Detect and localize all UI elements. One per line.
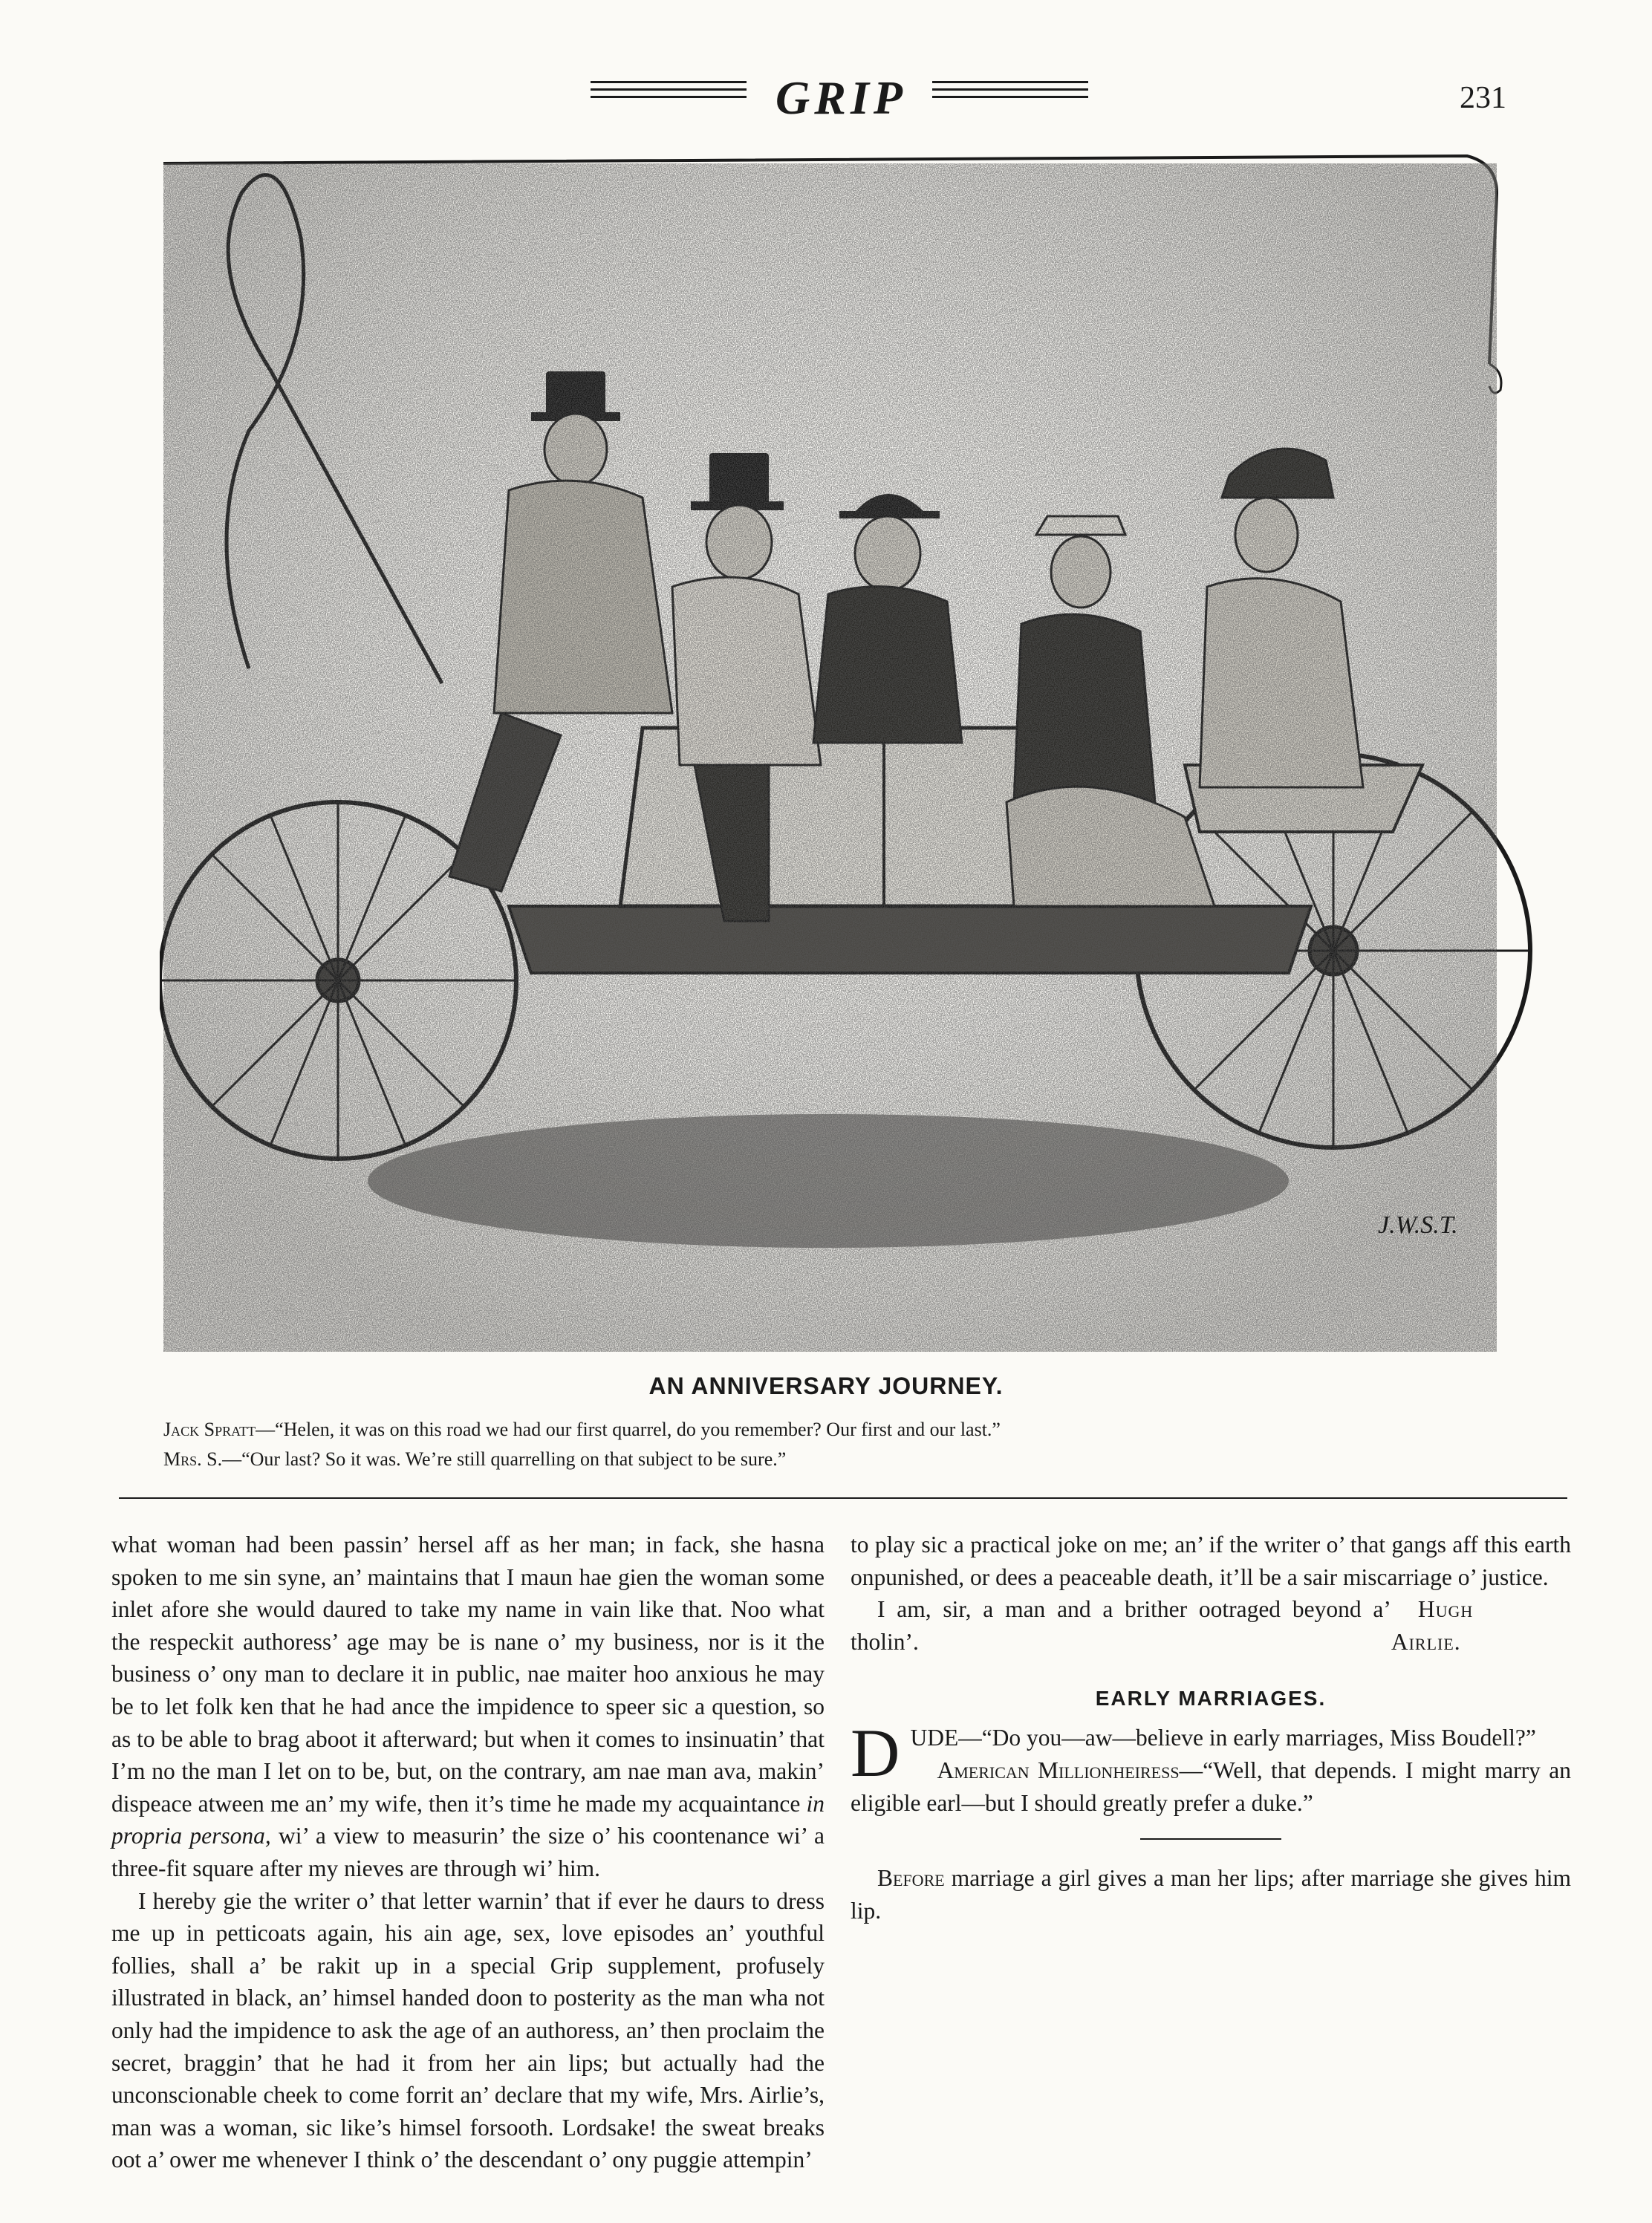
section-divider — [1140, 1838, 1281, 1840]
masthead-rule-left — [591, 81, 747, 106]
dropcap-letter: D — [851, 1715, 900, 1791]
heiress-speaker: American Millionheiress — [937, 1757, 1180, 1783]
masthead — [0, 71, 1652, 123]
early-marriages-heiress — [851, 1754, 1571, 1819]
caption-line-2 — [163, 1448, 786, 1471]
caption-divider — [119, 1497, 1567, 1499]
page-number: 231 — [1460, 81, 1506, 115]
squib-text: marriage a girl gives a man her lips; after marriage she gives him lip. — [851, 1865, 1571, 1924]
cartoon-title: AN ANNIVERSARY JOURNEY. — [648, 1373, 1004, 1399]
letter-paragraph-2-continued: to play sic a practical joke on me; an’ if the writer o’ that gangs aff this earth onpunished, or dees a peaceable death, it’ll be a sair miscarriage o’ justice. — [851, 1532, 1571, 1590]
letter-paragraph-2: I hereby gie the writer o’ that letter warnin’ that if ever he daurs to dress me up in petticoats again, his ain age, sex, love episodes an’ youthful follies, shall a’ be rakit up in a special Grip supplement, profusely illustrated in black, an’ himsel handed doon to posterity as the man wha not only had the impidence to ask the age of an authoress, an’ then proclaim the secret, braggin’ that he had it from her ain lips; but actually had the unconscionable cheek to come forrit an’ declare that my wife, Mrs. Airlie’s, man was a woman, sic like’s himsel forsooth. Lordsake! the sweat breaks oot a’ ower me whenever I think o’ the descendant o’ ony puggie attempin’ — [111, 1887, 825, 2173]
caption-text-1: —“Helen, it was on this road we had our first quarrel, do you remember? Our first and our last.” — [256, 1419, 1001, 1440]
letter-column-left — [111, 1529, 825, 2176]
caption-line-1 — [163, 1419, 1001, 1441]
masthead-title: GRIP — [775, 71, 907, 124]
early-marriages-line1: UDE—“Do you—aw—believe in early marriages, Miss Boudell?” — [910, 1725, 1536, 1751]
letter-paragraph-1-text: what woman had been passin’ hersel aff as her man; in fack, she hasna spoken to me sin syne, an’ maintains that I maun hae gien the woman some inlet afore she would daured to take my name in vain like that. Noo what the respeckit authoress’ age may be is nane o’ my business, nor is it the business o’ ony man to declare it in public, nae maiter hoo anxious he may be to let folk ken that he had ance the impidence to speer sic a question, so as to be able to brag aboot it afterward; but when it comes to insinuatin’ that I’m no the man I let on to be, but, on the contrary, am nae man ava, makin’ dispeace atween me an’ my wife, then it’s time he made my acquaintance — [111, 1532, 825, 1817]
letter-signature: Hugh Airlie. — [1391, 1596, 1474, 1655]
letter-paragraph-1 — [111, 1529, 825, 1885]
artist-signature: J.W.S.T. — [1378, 1211, 1458, 1239]
letter-closing-text: I am, sir, a man and a brither ootraged beyond a’ tholin’. — [851, 1596, 1391, 1655]
early-marriages-title: EARLY MARRIAGES. — [1095, 1687, 1327, 1711]
letter-paragraph-1-end: wi’ a view to measurin’ the size o’ his coontenance wi’ a three-fit square after my nieves are through wi’ him. — [111, 1823, 825, 1881]
cartoon-illustration — [160, 149, 1541, 1359]
latin-phrase: in propria persona, — [111, 1790, 825, 1849]
letter-column-right — [851, 1529, 1571, 1927]
caption-speaker-1: Jack Spratt — [163, 1419, 256, 1440]
masthead-rule-right — [932, 81, 1088, 106]
squib-paragraph — [851, 1862, 1571, 1927]
squib-lead: Before — [877, 1865, 945, 1892]
heiress-line: —“Well, that depends. I might marry an eligible earl—but I should greatly prefer a duke.” — [851, 1757, 1571, 1816]
letter-closing — [851, 1593, 1571, 1658]
caption-speaker-2: Mrs. S. — [163, 1448, 223, 1470]
caption-text-2: —“Our last? So it was. We’re still quarrelling on that subject to be sure.” — [222, 1448, 787, 1470]
